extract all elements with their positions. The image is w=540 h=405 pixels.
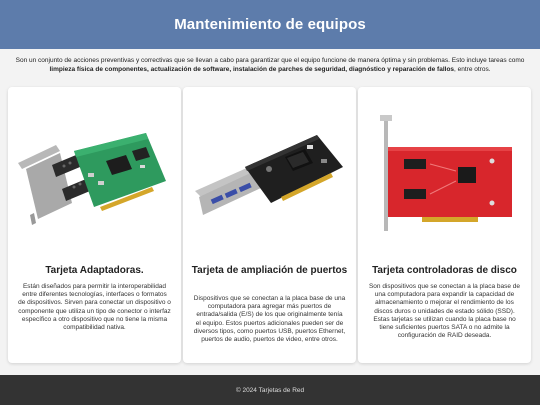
site-header (0, 0, 540, 49)
card-port-expansion-title: Tarjeta de ampliación de puertos (191, 265, 348, 276)
serial-adapter-card-image (14, 111, 175, 236)
site-footer (0, 375, 540, 405)
card-port-expansion (183, 87, 356, 363)
usb-expansion-card-image (189, 111, 350, 236)
card-grid (8, 87, 532, 363)
intro-text-after: , entre otros. (454, 66, 491, 73)
card-adapter-title: Tarjeta Adaptadoras. (45, 265, 144, 276)
intro-paragraph (4, 56, 536, 74)
intro-text-bold: limpieza física de componentes, actualización de software, instalación de parches de seguridad, diagnóstico y reparación de fallos (49, 66, 455, 73)
disk-controller-card-image (364, 111, 525, 236)
card-port-expansion-text: Dispositivos que se conectan a la placa base de una computadora para agregar más puertos de entrada/salida (E/S) de los que originalmente tenía el equipo. Estos puertos adicionales pueden ser de diversos tipos, como puertos USB, puertos Ethernet, puertos de audio, puertos de video, entre otros. (193, 295, 346, 344)
card-disk-controller (358, 87, 531, 363)
card-disk-controller-text: Son dispositivos que se conectan a la placa base de una computadora para expandir la capacidad de almacenamiento o mejorar el rendimiento de los discos duros o unidades de estado sólido (SSD). Estas tarjetas se utilizan cuando la placa base no tiene suficientes puertos SATA o no admite la configuración de RAID deseada. (368, 283, 521, 340)
card-disk-controller-title: Tarjeta controladoras de disco (372, 265, 517, 276)
footer-copyright: © 2024 Tarjetas de Red (235, 386, 305, 394)
card-adapter (8, 87, 181, 363)
card-adapter-text: Están diseñados para permitir la interoperabilidad entre diferentes tecnologías, interfaces o formatos de dispositivos. Sirven para conectar un dispositivo o componente que utiliza un tipo de conector o interfaz específico a otro dispositivo que no tiene la misma compatibilidad nativa. (18, 283, 171, 332)
intro-text-before: Son un conjunto de acciones preventivas y correctivas que se llevan a cabo para garantizar que el equipo funcione de manera óptima y sin problemas. Esto incluye tareas como (15, 57, 525, 64)
page-title: Mantenimiento de equipos (174, 16, 366, 33)
